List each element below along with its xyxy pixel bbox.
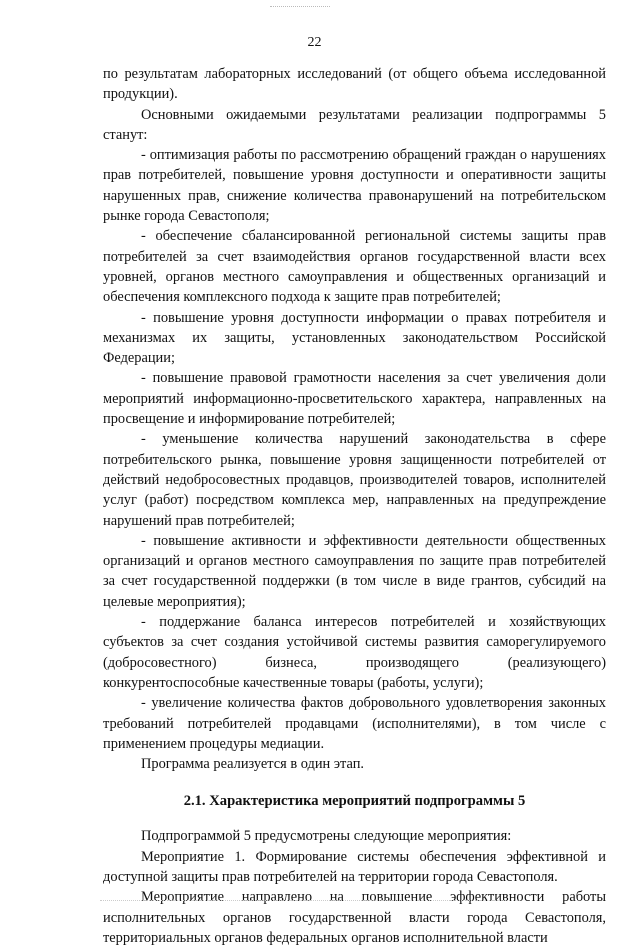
paragraph-results-intro: Основными ожидаемыми результатами реализации подпрограммы 5 станут:	[103, 106, 606, 143]
page-number: 22	[307, 35, 322, 50]
paragraph-measures-intro: Подпрограммой 5 предусмотрены следующие мероприятия:	[141, 828, 512, 845]
list-item: - увеличение количества фактов добровольного удовлетворения законных требований потребителей продавцами (исполнителями), в том числе с применением процедуры медиации.	[103, 695, 606, 752]
scan-mark-top	[270, 0, 330, 7]
paragraph-continuation: по результатам лабораторных исследований (от общего объема исследованной продукции).	[103, 66, 606, 103]
paragraph-stage: Программа реализуется в один этап.	[141, 756, 364, 773]
document-body	[103, 64, 606, 948]
section-heading: 2.1. Характеристика мероприятий подпрограммы 5	[183, 793, 526, 810]
paragraph-measure-1: Мероприятие 1. Формирование системы обеспечения эффективной и доступной защиты прав потребителей на территории города Севастополя.	[103, 848, 606, 885]
list-item: - оптимизация работы по рассмотрению обращений граждан о нарушениях прав потребителей, повышение уровня доступности и оперативности защиты нарушенных прав, снижение количества правонарушений на потребительском рынке города Севастополя;	[103, 147, 606, 225]
list-item: - обеспечение сбалансированной региональной системы защиты прав потребителей за счет взаимодействия органов государственной власти всех уровней, органов местного самоуправления и общественных организаций и обеспечения комплексного подхода к защите прав потребителей;	[103, 228, 606, 306]
list-item: - уменьшение количества нарушений законодательства в сфере потребительского рынка, повышение уровня защищенности потребителей от действий недобросовестных продавцов, производителей товаров, исполнителей услуг (работ) посредством комплекса мер, направленных на предупреждение нарушений прав потребителей;	[103, 431, 606, 529]
list-item: - повышение правовой грамотности населения за счет увеличения доли мероприятий информационно-просветительского характера, направленных на просвещение и информирование потребителей;	[103, 370, 606, 428]
paragraph-measure-description: Мероприятие направлено на повышение эффективности работы исполнительных органов государственной власти города Севастополя, территориальных органов федеральных органов исполнительной власти	[103, 889, 606, 946]
scan-mark-bottom	[100, 896, 520, 901]
list-item: - повышение уровня доступности информации о правах потребителя и механизмах их защиты, установленных законодательством Российской Федерации;	[103, 309, 606, 367]
list-item: - повышение активности и эффективности деятельности общественных организаций и органов местного самоуправления по защите прав потребителей за счет государственной поддержки (в том числе в виде грантов, субсидий на целевые мероприятия);	[103, 532, 606, 610]
list-item: - поддержание баланса интересов потребителей и хозяйствующих субъектов за счет создания устойчивой системы развития саморегулируемого (добросовестного) бизнеса, производящего (реализующего) конкурентоспособные качественные товары (работы, услуги);	[103, 614, 606, 691]
